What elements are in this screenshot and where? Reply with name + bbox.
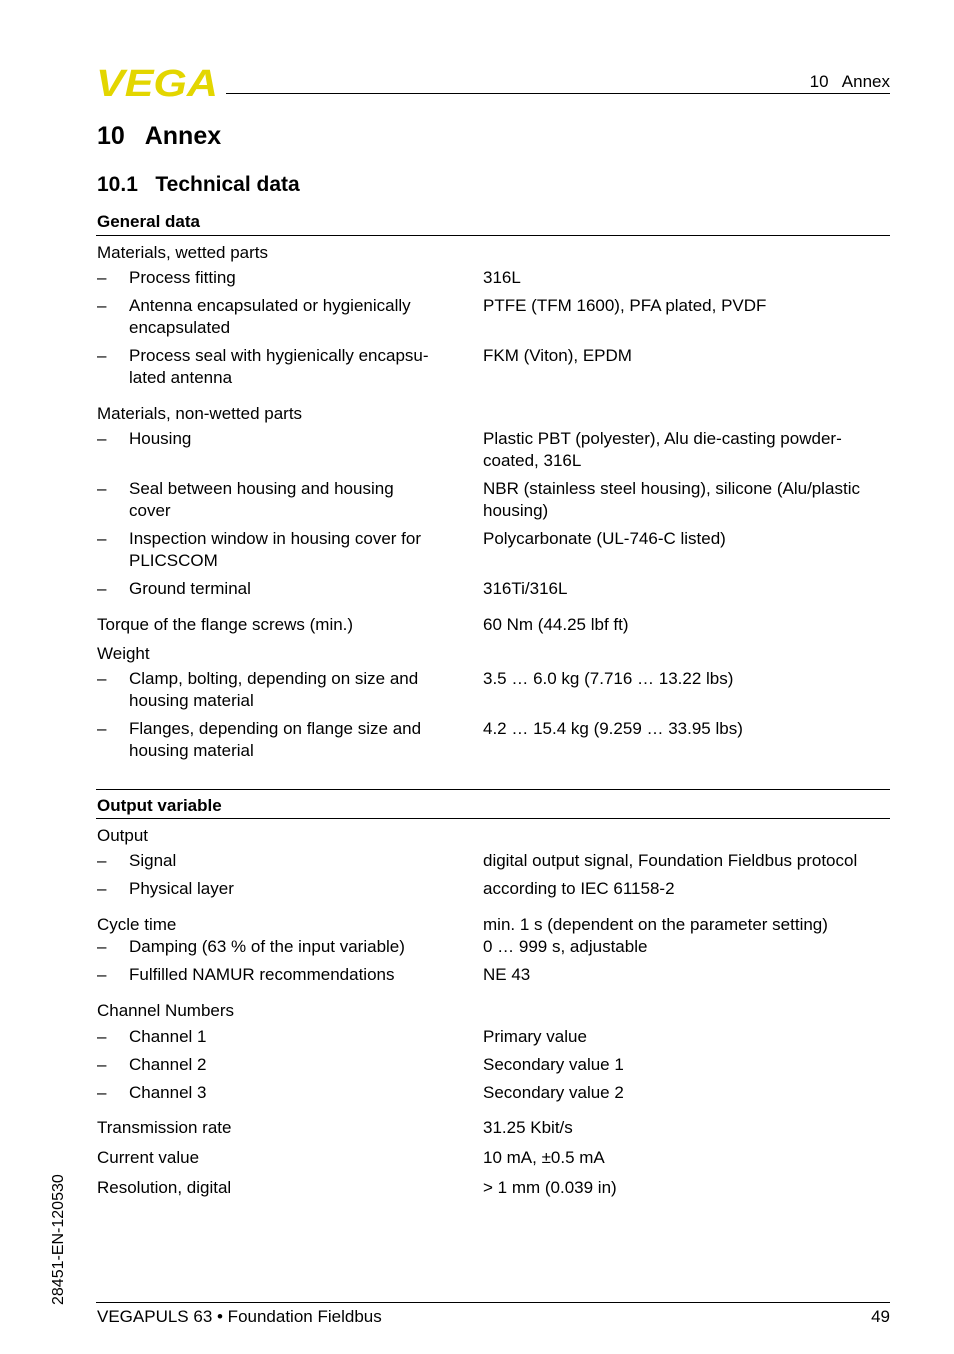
footer-product: VEGAPULS 63 • Foundation Fieldbus <box>97 1307 382 1326</box>
list-dash: – <box>97 529 107 548</box>
spec-item-value: digital output signal, Foundation Fieldbus protocol <box>483 851 858 870</box>
spec-item-value: 316L <box>483 268 521 287</box>
spec-group-label: Transmission rate <box>97 1118 232 1137</box>
spec-group-label: Channel Numbers <box>97 1001 235 1020</box>
chapter-title: 10 Annex <box>97 122 222 150</box>
spec-item-value: NE 43 <box>483 965 531 984</box>
spec-item-label: Physical layer <box>129 879 234 898</box>
spec-item-value: housing) <box>483 501 549 520</box>
svg-text:VEGA: VEGA <box>96 66 218 98</box>
document-id: 28451-EN-120530 <box>50 1174 67 1305</box>
vega-logo <box>96 66 220 98</box>
spec-item-label: Channel 1 <box>129 1027 207 1046</box>
spec-group-label: Materials, non-wetted parts <box>97 404 303 423</box>
spec-item-label: PLICSCOM <box>129 551 218 570</box>
page-number: 49 <box>871 1307 890 1326</box>
spec-group-value: min. 1 s (dependent on the parameter setting) <box>483 915 828 934</box>
spec-item-value: NBR (stainless steel housing), silicone (Alu/plastic <box>483 479 860 498</box>
spec-item-label: Process fitting <box>129 268 236 287</box>
spec-group-label: Materials, wetted parts <box>97 243 269 262</box>
spec-item-value: coated, 316L <box>483 451 582 470</box>
spec-group-label: Resolution, digital <box>97 1178 232 1197</box>
spec-item-label: Clamp, bolting, depending on size and <box>129 669 419 688</box>
section-title: 10.1 Technical data <box>97 173 300 196</box>
spec-group-value: 10 mA, ±0.5 mA <box>483 1148 605 1167</box>
spec-item-label: Damping (63 % of the input variable) <box>129 937 405 956</box>
spec-item-label: Channel 3 <box>129 1083 207 1102</box>
list-dash: – <box>97 851 107 870</box>
list-dash: – <box>97 965 107 984</box>
list-dash: – <box>97 1083 107 1102</box>
spec-item-value: 4.2 … 15.4 kg (9.259 … 33.95 lbs) <box>483 719 743 738</box>
spec-group-label: Current value <box>97 1148 200 1167</box>
list-dash: – <box>97 296 107 315</box>
list-dash: – <box>97 268 107 287</box>
spec-item-value: according to IEC 61158-2 <box>483 879 675 898</box>
spec-group-label: Cycle time <box>97 915 177 934</box>
spec-group-value: 31.25 Kbit/s <box>483 1118 573 1137</box>
spec-item-value: FKM (Viton), EPDM <box>483 346 632 365</box>
spec-item-value: Secondary value 1 <box>483 1055 624 1074</box>
header-rule <box>226 93 890 94</box>
spec-item-value: 0 … 999 s, adjustable <box>483 937 648 956</box>
footer-rule <box>96 1302 890 1303</box>
spec-item-label: Fulfilled NAMUR recommendations <box>129 965 395 984</box>
running-header: 10 Annex <box>809 72 890 91</box>
list-dash: – <box>97 346 107 365</box>
list-dash: – <box>97 1055 107 1074</box>
general-heading-rule <box>96 235 890 236</box>
spec-item-label: Channel 2 <box>129 1055 207 1074</box>
spec-item-label: encapsulated <box>129 318 231 337</box>
spec-item-label: Process seal with hygienically encapsu- <box>129 346 429 365</box>
spec-group-value: 60 Nm (44.25 lbf ft) <box>483 615 629 634</box>
general-section-heading: General data <box>97 212 200 231</box>
spec-item-label: Antenna encapsulated or hygienically <box>129 296 411 315</box>
output-top-rule <box>96 789 890 790</box>
spec-group-label: Torque of the flange screws (min.) <box>97 615 354 634</box>
spec-item-label: Seal between housing and housing <box>129 479 394 498</box>
list-dash: – <box>97 669 107 688</box>
list-dash: – <box>97 1027 107 1046</box>
spec-item-label: cover <box>129 501 171 520</box>
spec-item-label: Ground terminal <box>129 579 251 598</box>
output-heading-rule <box>96 818 890 819</box>
spec-item-value: Polycarbonate (UL-746-C listed) <box>483 529 726 548</box>
list-dash: – <box>97 879 107 898</box>
spec-item-label: Signal <box>129 851 177 870</box>
spec-item-value: 3.5 … 6.0 kg (7.716 … 13.22 lbs) <box>483 669 734 688</box>
spec-group-label: Output <box>97 826 149 845</box>
spec-item-value: 316Ti/316L <box>483 579 568 598</box>
spec-group-value: > 1 mm (0.039 in) <box>483 1178 617 1197</box>
spec-item-value: Plastic PBT (polyester), Alu die-casting powder- <box>483 429 842 448</box>
output-section-heading: Output variable <box>97 796 222 815</box>
list-dash: – <box>97 429 107 448</box>
spec-item-value: Primary value <box>483 1027 587 1046</box>
list-dash: – <box>97 479 107 498</box>
spec-group-label: Weight <box>97 644 150 663</box>
list-dash: – <box>97 579 107 598</box>
spec-item-label: housing material <box>129 691 254 710</box>
spec-item-label: housing material <box>129 741 254 760</box>
spec-item-label: Housing <box>129 429 192 448</box>
list-dash: – <box>97 719 107 738</box>
spec-item-label: lated antenna <box>129 368 233 387</box>
spec-item-value: PTFE (TFM 1600), PFA plated, PVDF <box>483 296 767 315</box>
spec-item-label: Flanges, depending on flange size and <box>129 719 422 738</box>
spec-item-value: Secondary value 2 <box>483 1083 624 1102</box>
spec-item-label: Inspection window in housing cover for <box>129 529 421 548</box>
list-dash: – <box>97 937 107 956</box>
